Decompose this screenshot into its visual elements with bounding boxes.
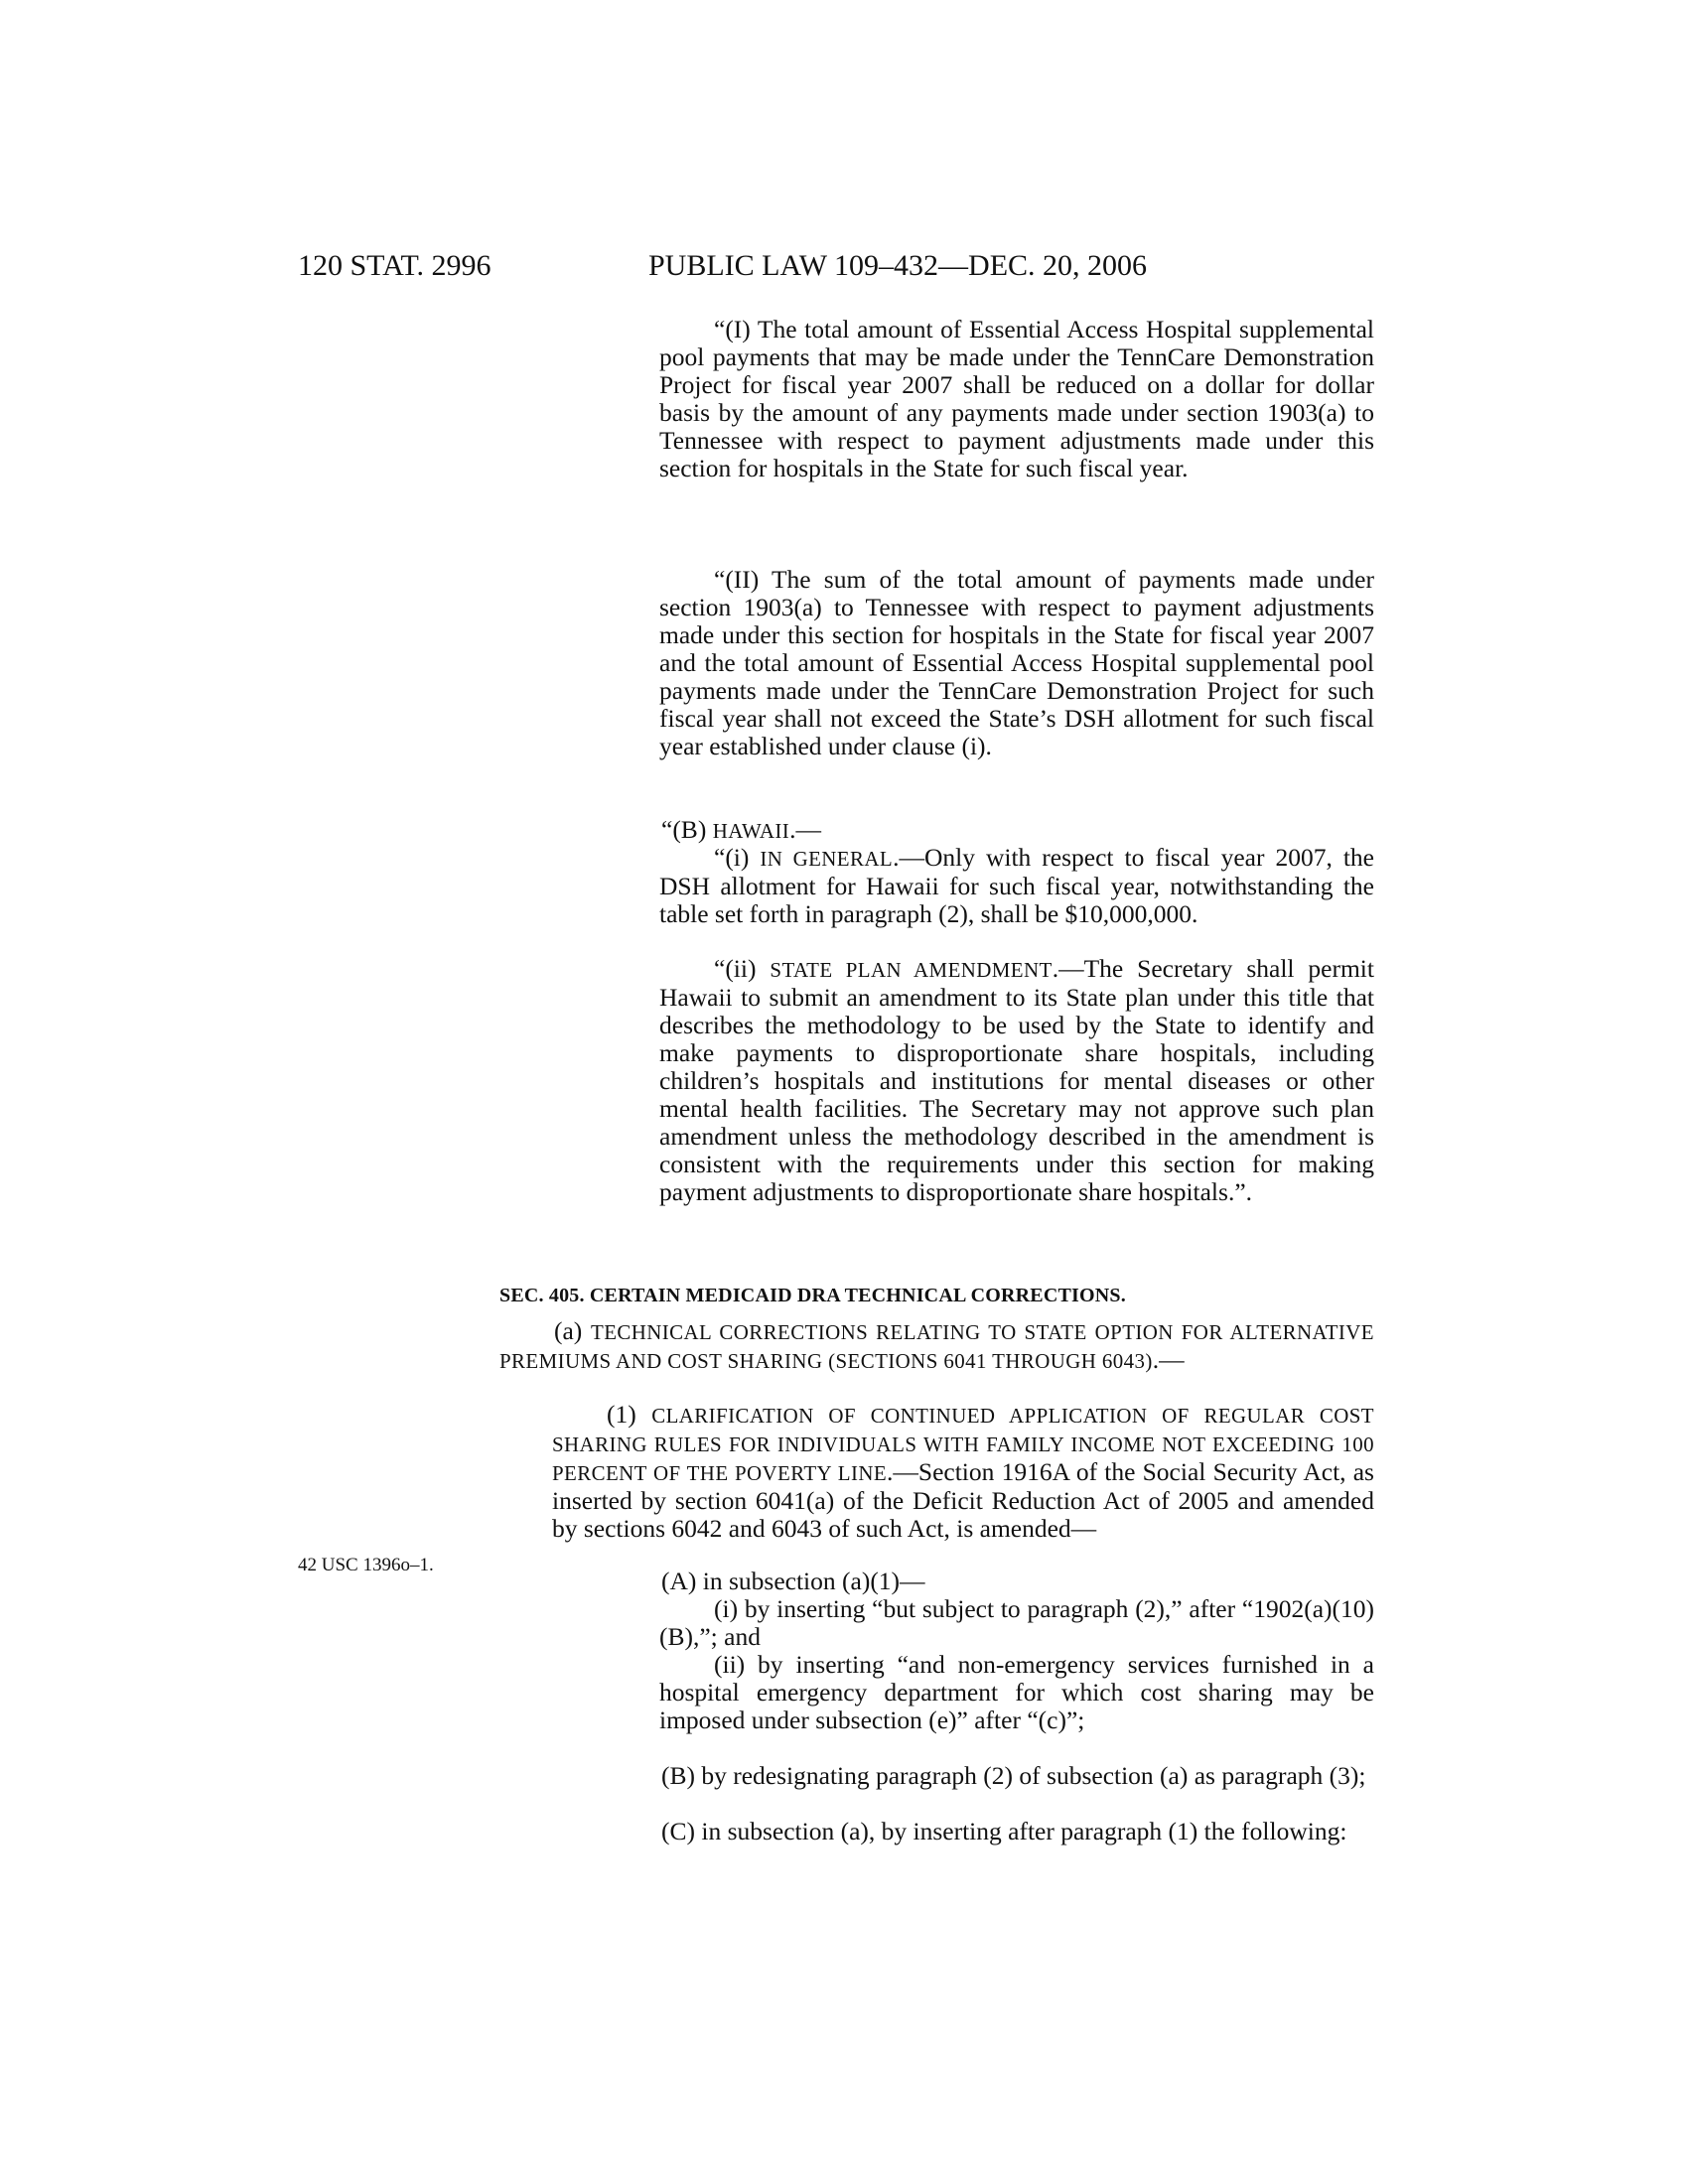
paragraph-1-text: .—Section 1916A of the Social Security Act, as inserted by section 6041(a) of the Deficit Reduction Act of 2005 and amended by sections 6042 and 6043 of such Act, is amended— [552, 1457, 1374, 1543]
subparagraph-b-prefix: “(B) [661, 815, 713, 844]
running-head: PUBLIC LAW 109–432—DEC. 20, 2006 [648, 249, 1148, 282]
clause-ii-paragraph [659, 955, 1374, 1206]
subparagraph-c-paragraph [607, 1818, 1374, 1845]
subsection-a-suffix: .— [1152, 1345, 1185, 1374]
subclause-i-paragraph [659, 316, 1374, 482]
subparagraph-b-redesignate-text: (B) by redesignating paragraph (2) of subsection (a) as paragraph (3); [661, 1761, 1366, 1790]
subclause-ii-text: “(II) The sum of the total amount of payments made under section 1903(a) to Tennessee with respect to payment adjustments made under this section for hospitals in the State for fiscal year 2007 and the total amount of Essential Access Hospital supplemental pool payments made under the TennCare Demonstration Project for such fiscal year shall not exceed the State’s DSH allotment for such fiscal year established under clause (i). [659, 565, 1374, 760]
subclause-i-text: “(I) The total amount of Essential Access Hospital supplemental pool payments that may be made under the TennCare Demonstration Project for fiscal year 2007 shall be reduced on a dollar for dollar basis by the amount of any payments made under section 1903(a) to Tennessee with respect to payment adjustments made under this section for hospitals in the State for such fiscal year. [659, 315, 1374, 482]
amendment-clause-ii-text: (ii) by inserting “and non-emergency services furnished in a hospital emergency department for which cost sharing may be imposed under subsection (e)” after “(c)”; [659, 1650, 1374, 1734]
paragraph-1-heading: CLARIFICATION OF CONTINUED APPLICATION OF REGULAR COST SHARING RULES FOR INDIVIDUALS WITH FAMILY INCOME NOT EXCEEDING 100 PERCENT OF THE POVERTY LINE [552, 1404, 1374, 1485]
subparagraph-a-paragraph [607, 1568, 1374, 1595]
subparagraph-c-text: (C) in subsection (a), by inserting after paragraph (1) the following: [661, 1817, 1347, 1845]
clause-i-paragraph [659, 844, 1374, 928]
page-number-header: 120 STAT. 2996 [298, 249, 492, 282]
subparagraph-b-suffix: .— [789, 815, 822, 844]
clause-ii-heading: STATE PLAN AMENDMENT [770, 958, 1053, 982]
clause-i-heading: IN GENERAL [760, 847, 894, 871]
clause-ii-prefix: “(ii) [714, 954, 771, 983]
clause-i-prefix: “(i) [714, 843, 761, 872]
paragraph-1-prefix: (1) [607, 1400, 652, 1429]
clause-ii-text: .—The Secretary shall permit Hawaii to submit an amendment to its State plan under this title that describes the methodology to be used by the State to identify and make payments to disproportionate share hospitals, including children’s hospitals and institutions for mental diseases or other mental health facilities. The Secretary may not approve such plan amendment unless the methodology described in the amendment is consistent with the requirements under this section for making payment adjustments to disproportionate share hospitals.”. [659, 954, 1374, 1206]
amendment-clause-ii [659, 1651, 1374, 1734]
subparagraph-b-heading: HAWAII [712, 819, 790, 843]
subclause-ii-paragraph [659, 566, 1374, 760]
subparagraph-b-redesignate [607, 1762, 1374, 1790]
paragraph-1 [552, 1401, 1374, 1543]
amendment-clause-i-text: (i) by inserting “but subject to paragraph (2),” after “1902(a)(10)(B),”; and [659, 1594, 1374, 1651]
subsection-a-prefix: (a) [554, 1316, 591, 1345]
clause-i-text: .—Only with respect to fiscal year 2007, the DSH allotment for Hawaii for such fiscal year, notwithstanding the table set forth in paragraph (2), shall be $10,000,000. [659, 843, 1374, 928]
subsection-a-paragraph [499, 1317, 1374, 1375]
subparagraph-a-text: (A) in subsection (a)(1)— [661, 1567, 925, 1595]
section-405-heading: SEC. 405. CERTAIN MEDICAID DRA TECHNICAL CORRECTIONS. [499, 1285, 1126, 1306]
usc-margin-citation: 42 USC 1396o–1. [298, 1555, 434, 1575]
subparagraph-b-paragraph [607, 816, 1374, 845]
amendment-clause-i [659, 1595, 1374, 1651]
subsection-a-heading: TECHNICAL CORRECTIONS RELATING TO STATE OPTION FOR ALTERNATIVE PREMIUMS AND COST SHARING (SECTIONS 6041 THROUGH 6043) [499, 1320, 1374, 1373]
